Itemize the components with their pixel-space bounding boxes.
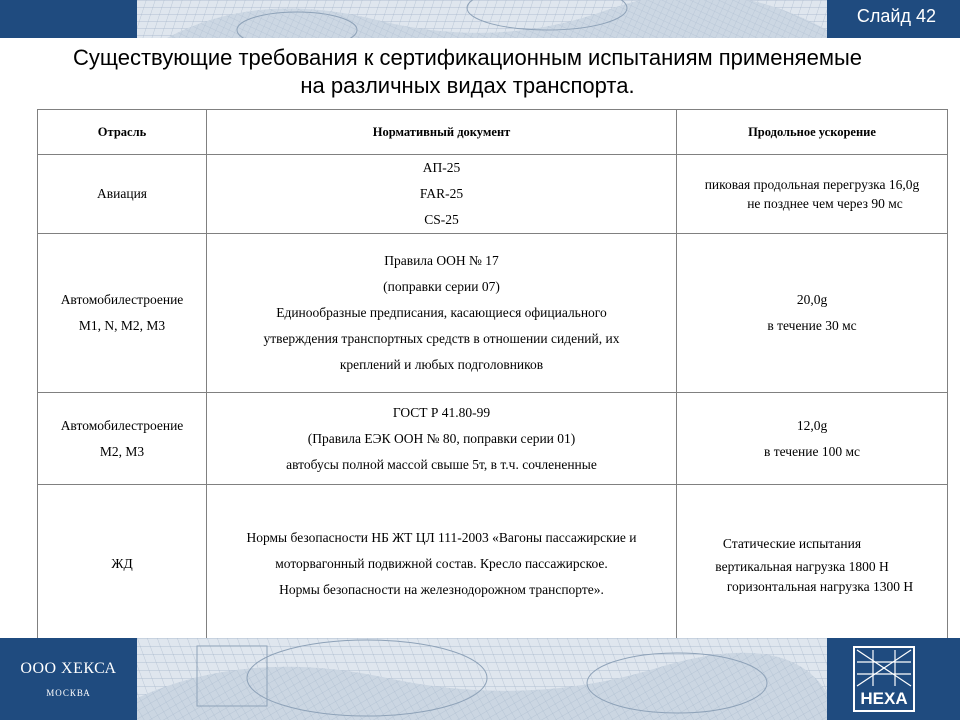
cell-text: Автомобилестроение	[60, 417, 184, 433]
cell-acceleration	[677, 155, 948, 234]
company-city: МОСКВА	[46, 688, 91, 698]
top-banner	[0, 0, 960, 38]
header-industry: Отрасль	[38, 110, 207, 155]
cell-text: (поправки серии 07)	[383, 279, 500, 294]
cell-text: вертикальная нагрузка 1800 Н	[715, 558, 889, 574]
cell-text: Единообразные предписания, касающиеся официального	[276, 305, 607, 320]
cell-text: пиковая продольная перегрузка 16,0g	[704, 177, 920, 192]
cell-text: Автомобилестроение	[60, 292, 184, 307]
cell-industry	[38, 155, 207, 234]
cell-text: (Правила ЕЭК ООН № 80, поправки серии 01)	[307, 430, 576, 446]
cell-text: в течение 100 мс	[763, 443, 861, 459]
cell-acceleration	[677, 234, 948, 393]
footer-logo-block	[827, 638, 960, 720]
header-acceleration: Продольное ускорение	[677, 110, 948, 155]
table-row	[38, 485, 948, 643]
cell-document	[207, 234, 677, 393]
page-title	[0, 44, 935, 100]
footer-company-block	[0, 638, 137, 720]
cell-text: ГОСТ Р 41.80-99	[392, 404, 491, 420]
title-line: на различных видах транспорта.	[300, 73, 635, 98]
cell-text: АП-25	[422, 160, 461, 175]
table-row	[38, 393, 948, 485]
table-row	[38, 234, 948, 393]
header-document: Нормативный документ	[207, 110, 677, 155]
cell-text: утверждения транспортных средств в отношении сидений, их	[263, 331, 620, 346]
cell-acceleration	[677, 393, 948, 485]
hexa-logo-icon	[853, 646, 915, 712]
cell-text: Правила ООН № 17	[384, 253, 499, 268]
requirements-table	[37, 109, 948, 643]
cell-document	[207, 155, 677, 234]
cell-text: FAR-25	[419, 186, 464, 201]
cell-text: не позднее чем через 90 мс	[747, 196, 903, 211]
mesh-background-top	[137, 0, 827, 38]
banner-right-block	[827, 0, 960, 38]
cell-text: горизонтальная нагрузка 1300 Н	[726, 578, 914, 594]
cell-text: Статические испытания	[722, 535, 862, 551]
cell-document	[207, 485, 677, 643]
mesh-background-bottom	[137, 638, 827, 720]
cell-text: моторвагонный подвижной состав. Кресло пассажирское.	[275, 555, 608, 571]
cell-text: М1, N, М2, М3	[78, 318, 166, 333]
cell-acceleration	[677, 485, 948, 643]
cell-document	[207, 393, 677, 485]
cell-text: в течение 30 мс	[767, 318, 857, 333]
cell-text: автобусы полной массой свыше 5т, в т.ч. сочлененные	[286, 456, 597, 472]
banner-left-block	[0, 0, 137, 38]
cell-industry	[38, 485, 207, 643]
cell-industry	[38, 234, 207, 393]
cell-industry	[38, 393, 207, 485]
cell-text: Нормы безопасности НБ ЖТ ЦЛ 111-2003 «Вагоны пассажирские и	[246, 529, 637, 545]
logo-text: HEXA	[860, 689, 908, 708]
table-header-row	[38, 110, 948, 155]
cell-text: ЖД	[111, 555, 133, 571]
cell-text: М2, М3	[99, 443, 145, 459]
cell-text: CS-25	[424, 212, 459, 227]
cell-text: 20,0g	[796, 292, 828, 307]
title-line: Существующие требования к сертификационным испытаниям применяемые	[72, 45, 862, 70]
table-row	[38, 155, 948, 234]
cell-text: креплений и любых подголовников	[339, 357, 544, 372]
cell-text: 12,0g	[796, 417, 828, 433]
footer	[0, 638, 960, 720]
cell-text: Нормы безопасности на железнодорожном транспорте».	[279, 581, 604, 597]
slide-number: Слайд 42	[856, 6, 936, 26]
company-name: ООО ХЕКСА	[20, 660, 117, 677]
cell-text: Авиация	[97, 186, 147, 201]
